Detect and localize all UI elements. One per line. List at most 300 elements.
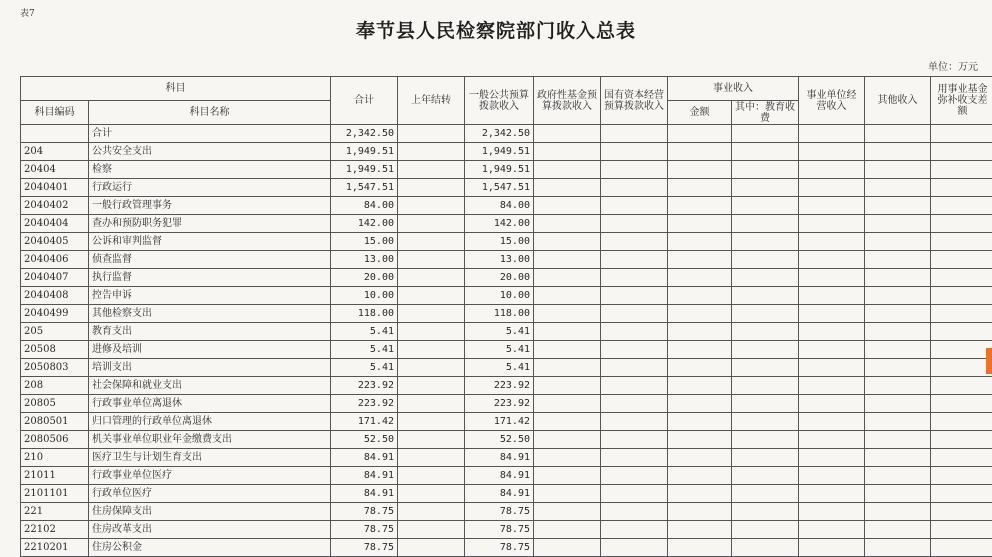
cell-state-owned-budget	[601, 197, 668, 215]
cell-cause-amount	[668, 197, 732, 215]
cell-state-owned-budget	[601, 359, 668, 377]
cell-unit-operating-income	[799, 251, 865, 269]
cell-state-owned-budget	[601, 251, 668, 269]
cell-general-budget: 5.41	[465, 323, 534, 341]
cell-general-budget: 223.92	[465, 395, 534, 413]
cell-other-income	[865, 467, 931, 485]
cell-state-owned-budget	[601, 341, 668, 359]
cell-fund-budget	[534, 467, 601, 485]
cell-fund-balance	[931, 125, 992, 143]
cell-fund-balance	[931, 233, 992, 251]
cell-fund-balance	[931, 359, 992, 377]
table-row	[21, 179, 992, 197]
cell-carryover	[398, 503, 465, 521]
cell-fund-budget	[534, 215, 601, 233]
header-code: 科目编码	[21, 101, 89, 125]
cell-name: 查办和预防职务犯罪	[89, 215, 331, 233]
cell-name: 控告申诉	[89, 287, 331, 305]
cell-general-budget: 1,949.51	[465, 161, 534, 179]
cell-cause-amount	[668, 161, 732, 179]
cell-other-income	[865, 287, 931, 305]
cell-carryover	[398, 539, 465, 557]
cell-other-income	[865, 413, 931, 431]
cell-name: 医疗卫生与计划生育支出	[89, 449, 331, 467]
table-row	[21, 395, 992, 413]
cell-unit-operating-income	[799, 431, 865, 449]
cell-unit-operating-income	[799, 503, 865, 521]
cell-carryover	[398, 251, 465, 269]
cell-fund-balance	[931, 215, 992, 233]
cell-other-income	[865, 341, 931, 359]
cell-state-owned-budget	[601, 467, 668, 485]
cell-unit-operating-income	[799, 341, 865, 359]
table-row	[21, 539, 992, 557]
cell-code: 2040408	[21, 287, 89, 305]
cell-cause-amount	[668, 251, 732, 269]
cell-unit-operating-income	[799, 359, 865, 377]
cell-fund-budget	[534, 287, 601, 305]
cell-general-budget: 20.00	[465, 269, 534, 287]
header-fund-budget: 政府性基金预算拨款收入	[534, 77, 601, 125]
cell-code: 210	[21, 449, 89, 467]
cell-code: 2040406	[21, 251, 89, 269]
cell-code: 20404	[21, 161, 89, 179]
header-fund-balance: 用事业基金弥补收支差额	[931, 77, 992, 125]
cell-code	[21, 125, 89, 143]
cell-total: 171.42	[331, 413, 398, 431]
cell-unit-operating-income	[799, 323, 865, 341]
table-row	[21, 287, 992, 305]
cell-cause-education-fee	[732, 395, 799, 413]
cell-carryover	[398, 215, 465, 233]
cell-cause-amount	[668, 179, 732, 197]
cell-unit-operating-income	[799, 539, 865, 557]
table-row	[21, 233, 992, 251]
cell-total: 84.91	[331, 485, 398, 503]
cell-other-income	[865, 197, 931, 215]
cell-unit-operating-income	[799, 161, 865, 179]
table-row	[21, 413, 992, 431]
cell-unit-operating-income	[799, 413, 865, 431]
cell-unit-operating-income	[799, 179, 865, 197]
table-row	[21, 449, 992, 467]
cell-fund-budget	[534, 503, 601, 521]
header-name: 科目名称	[89, 101, 331, 125]
cell-carryover	[398, 395, 465, 413]
cell-unit-operating-income	[799, 449, 865, 467]
cell-fund-budget	[534, 377, 601, 395]
table-number-label: 表7	[20, 6, 35, 19]
cell-carryover	[398, 485, 465, 503]
cell-cause-amount	[668, 125, 732, 143]
cell-fund-budget	[534, 179, 601, 197]
cell-general-budget: 5.41	[465, 359, 534, 377]
cell-carryover	[398, 143, 465, 161]
cell-fund-budget	[534, 233, 601, 251]
cell-general-budget: 142.00	[465, 215, 534, 233]
cell-name: 公共安全支出	[89, 143, 331, 161]
cell-name: 进修及培训	[89, 341, 331, 359]
cell-cause-education-fee	[732, 305, 799, 323]
cell-state-owned-budget	[601, 503, 668, 521]
cell-cause-education-fee	[732, 251, 799, 269]
cell-carryover	[398, 359, 465, 377]
cell-total: 20.00	[331, 269, 398, 287]
header-other-income: 其他收入	[865, 77, 931, 125]
cell-general-budget: 2,342.50	[465, 125, 534, 143]
cell-fund-budget	[534, 323, 601, 341]
cell-total: 223.92	[331, 377, 398, 395]
cell-cause-education-fee	[732, 233, 799, 251]
cell-total: 2,342.50	[331, 125, 398, 143]
cell-general-budget: 15.00	[465, 233, 534, 251]
cell-fund-balance	[931, 161, 992, 179]
cell-unit-operating-income	[799, 143, 865, 161]
cell-carryover	[398, 449, 465, 467]
cell-code: 2050803	[21, 359, 89, 377]
cell-other-income	[865, 485, 931, 503]
table-row	[21, 521, 992, 539]
cell-code: 2040402	[21, 197, 89, 215]
cell-name: 社会保障和就业支出	[89, 377, 331, 395]
cell-fund-balance	[931, 179, 992, 197]
cell-general-budget: 1,949.51	[465, 143, 534, 161]
cell-cause-amount	[668, 359, 732, 377]
table-row	[21, 485, 992, 503]
cell-general-budget: 118.00	[465, 305, 534, 323]
cell-unit-operating-income	[799, 287, 865, 305]
cell-cause-education-fee	[732, 521, 799, 539]
income-table	[20, 76, 992, 557]
cell-cause-education-fee	[732, 359, 799, 377]
table-row	[21, 503, 992, 521]
cell-unit-operating-income	[799, 467, 865, 485]
cell-general-budget: 10.00	[465, 287, 534, 305]
cell-code: 2040499	[21, 305, 89, 323]
cell-code: 2210201	[21, 539, 89, 557]
cell-general-budget: 84.00	[465, 197, 534, 215]
cell-other-income	[865, 305, 931, 323]
table-row	[21, 341, 992, 359]
cell-unit-operating-income	[799, 125, 865, 143]
cell-cause-amount	[668, 413, 732, 431]
cell-fund-balance	[931, 413, 992, 431]
cell-cause-amount	[668, 323, 732, 341]
header-cause-amount: 金额	[668, 101, 732, 125]
cell-fund-budget	[534, 143, 601, 161]
cell-fund-balance	[931, 395, 992, 413]
cell-name: 行政事业单位医疗	[89, 467, 331, 485]
cell-general-budget: 1,547.51	[465, 179, 534, 197]
cell-code: 2040405	[21, 233, 89, 251]
cell-code: 2040407	[21, 269, 89, 287]
cell-code: 20508	[21, 341, 89, 359]
cell-carryover	[398, 341, 465, 359]
cell-other-income	[865, 521, 931, 539]
cell-fund-balance	[931, 503, 992, 521]
cell-other-income	[865, 125, 931, 143]
cell-total: 10.00	[331, 287, 398, 305]
header-cause-income: 事业收入	[668, 77, 799, 101]
cell-carryover	[398, 197, 465, 215]
cell-carryover	[398, 413, 465, 431]
cell-cause-amount	[668, 215, 732, 233]
cell-state-owned-budget	[601, 521, 668, 539]
cell-cause-education-fee	[732, 431, 799, 449]
page-title: 奉节县人民检察院部门收入总表	[0, 16, 992, 43]
table-row	[21, 143, 992, 161]
header-cause-education-fee: 其中：教育收费	[732, 101, 799, 125]
cell-fund-balance	[931, 467, 992, 485]
cell-carryover	[398, 323, 465, 341]
cell-fund-balance	[931, 521, 992, 539]
header-unit-operating-income: 事业单位经营收入	[799, 77, 865, 125]
header-subject: 科目	[21, 77, 331, 101]
cell-name: 公诉和审判监督	[89, 233, 331, 251]
cell-name: 执行监督	[89, 269, 331, 287]
cell-name: 归口管理的行政单位离退休	[89, 413, 331, 431]
cell-fund-budget	[534, 341, 601, 359]
cell-total: 78.75	[331, 521, 398, 539]
table-row	[21, 467, 992, 485]
cell-name: 机关事业单位职业年金缴费支出	[89, 431, 331, 449]
table-row	[21, 215, 992, 233]
cell-total: 5.41	[331, 323, 398, 341]
cell-cause-amount	[668, 305, 732, 323]
cell-state-owned-budget	[601, 395, 668, 413]
cell-cause-education-fee	[732, 197, 799, 215]
cell-cause-education-fee	[732, 539, 799, 557]
cell-fund-balance	[931, 485, 992, 503]
cell-state-owned-budget	[601, 413, 668, 431]
cell-name: 住房保障支出	[89, 503, 331, 521]
cell-total: 52.50	[331, 431, 398, 449]
cell-cause-education-fee	[732, 323, 799, 341]
cell-fund-budget	[534, 413, 601, 431]
cell-unit-operating-income	[799, 395, 865, 413]
cell-fund-balance	[931, 197, 992, 215]
cell-cause-amount	[668, 467, 732, 485]
cell-name: 教育支出	[89, 323, 331, 341]
table-row	[21, 359, 992, 377]
cell-state-owned-budget	[601, 179, 668, 197]
cell-state-owned-budget	[601, 287, 668, 305]
cell-cause-amount	[668, 539, 732, 557]
table-row	[21, 305, 992, 323]
cell-fund-budget	[534, 395, 601, 413]
cell-cause-education-fee	[732, 485, 799, 503]
cell-cause-amount	[668, 395, 732, 413]
cell-carryover	[398, 377, 465, 395]
cell-total: 142.00	[331, 215, 398, 233]
cell-code: 2040401	[21, 179, 89, 197]
cell-cause-education-fee	[732, 269, 799, 287]
cell-total: 84.91	[331, 449, 398, 467]
table-row	[21, 323, 992, 341]
cell-other-income	[865, 215, 931, 233]
cell-total: 5.41	[331, 341, 398, 359]
table-row	[21, 251, 992, 269]
cell-carryover	[398, 521, 465, 539]
cell-total: 15.00	[331, 233, 398, 251]
cell-cause-amount	[668, 269, 732, 287]
cell-state-owned-budget	[601, 269, 668, 287]
cell-fund-balance	[931, 251, 992, 269]
edge-mark	[986, 348, 992, 374]
cell-cause-education-fee	[732, 161, 799, 179]
cell-total: 13.00	[331, 251, 398, 269]
cell-fund-balance	[931, 431, 992, 449]
cell-cause-amount	[668, 341, 732, 359]
cell-general-budget: 78.75	[465, 503, 534, 521]
cell-code: 205	[21, 323, 89, 341]
cell-other-income	[865, 143, 931, 161]
cell-state-owned-budget	[601, 431, 668, 449]
cell-carryover	[398, 179, 465, 197]
cell-fund-budget	[534, 269, 601, 287]
cell-unit-operating-income	[799, 215, 865, 233]
cell-unit-operating-income	[799, 521, 865, 539]
cell-other-income	[865, 395, 931, 413]
cell-state-owned-budget	[601, 215, 668, 233]
cell-other-income	[865, 233, 931, 251]
cell-code: 204	[21, 143, 89, 161]
header-general-budget: 一般公共预算拨款收入	[465, 77, 534, 125]
cell-cause-amount	[668, 431, 732, 449]
cell-cause-education-fee	[732, 179, 799, 197]
cell-cause-education-fee	[732, 377, 799, 395]
cell-general-budget: 84.91	[465, 449, 534, 467]
cell-fund-budget	[534, 485, 601, 503]
cell-fund-budget	[534, 251, 601, 269]
cell-total: 223.92	[331, 395, 398, 413]
cell-unit-operating-income	[799, 485, 865, 503]
header-carryover: 上年结转	[398, 77, 465, 125]
cell-state-owned-budget	[601, 161, 668, 179]
cell-total: 78.75	[331, 539, 398, 557]
cell-name: 行政单位医疗	[89, 485, 331, 503]
cell-fund-balance	[931, 449, 992, 467]
cell-fund-budget	[534, 161, 601, 179]
cell-code: 2040404	[21, 215, 89, 233]
cell-fund-budget	[534, 521, 601, 539]
cell-other-income	[865, 377, 931, 395]
cell-general-budget: 78.75	[465, 539, 534, 557]
cell-fund-balance	[931, 287, 992, 305]
cell-cause-education-fee	[732, 215, 799, 233]
cell-name: 住房公积金	[89, 539, 331, 557]
cell-code: 2080506	[21, 431, 89, 449]
cell-cause-education-fee	[732, 449, 799, 467]
cell-name: 合计	[89, 125, 331, 143]
cell-other-income	[865, 179, 931, 197]
cell-fund-balance	[931, 341, 992, 359]
cell-general-budget: 13.00	[465, 251, 534, 269]
cell-name: 侦查监督	[89, 251, 331, 269]
cell-total: 84.00	[331, 197, 398, 215]
cell-carryover	[398, 125, 465, 143]
cell-unit-operating-income	[799, 197, 865, 215]
cell-total: 118.00	[331, 305, 398, 323]
cell-cause-education-fee	[732, 287, 799, 305]
cell-unit-operating-income	[799, 377, 865, 395]
cell-general-budget: 84.91	[465, 485, 534, 503]
cell-fund-balance	[931, 143, 992, 161]
cell-code: 2101101	[21, 485, 89, 503]
cell-total: 84.91	[331, 467, 398, 485]
cell-code: 21011	[21, 467, 89, 485]
cell-fund-balance	[931, 539, 992, 557]
cell-general-budget: 171.42	[465, 413, 534, 431]
cell-general-budget: 5.41	[465, 341, 534, 359]
table-row	[21, 197, 992, 215]
cell-carryover	[398, 287, 465, 305]
cell-cause-amount	[668, 503, 732, 521]
cell-state-owned-budget	[601, 485, 668, 503]
cell-code: 2080501	[21, 413, 89, 431]
cell-general-budget: 84.91	[465, 467, 534, 485]
cell-cause-education-fee	[732, 413, 799, 431]
cell-state-owned-budget	[601, 323, 668, 341]
cell-cause-education-fee	[732, 503, 799, 521]
header-state-owned-budget: 国有资本经营预算拨款收入	[601, 77, 668, 125]
cell-cause-amount	[668, 377, 732, 395]
cell-cause-education-fee	[732, 467, 799, 485]
cell-fund-budget	[534, 305, 601, 323]
unit-label: 单位：万元	[928, 58, 978, 73]
cell-fund-budget	[534, 449, 601, 467]
cell-total: 1,949.51	[331, 143, 398, 161]
table-row	[21, 161, 992, 179]
cell-cause-amount	[668, 485, 732, 503]
cell-fund-balance	[931, 323, 992, 341]
table-row	[21, 377, 992, 395]
cell-carryover	[398, 161, 465, 179]
cell-total: 1,547.51	[331, 179, 398, 197]
cell-other-income	[865, 503, 931, 521]
cell-other-income	[865, 269, 931, 287]
cell-carryover	[398, 269, 465, 287]
cell-name: 住房改革支出	[89, 521, 331, 539]
cell-name: 其他检察支出	[89, 305, 331, 323]
cell-carryover	[398, 305, 465, 323]
cell-other-income	[865, 431, 931, 449]
cell-name: 检察	[89, 161, 331, 179]
table-row	[21, 269, 992, 287]
cell-code: 20805	[21, 395, 89, 413]
cell-name: 行政事业单位离退休	[89, 395, 331, 413]
table-row	[21, 431, 992, 449]
cell-code: 208	[21, 377, 89, 395]
cell-state-owned-budget	[601, 449, 668, 467]
cell-fund-balance	[931, 305, 992, 323]
cell-cause-amount	[668, 143, 732, 161]
cell-carryover	[398, 431, 465, 449]
cell-name: 培训支出	[89, 359, 331, 377]
cell-carryover	[398, 233, 465, 251]
cell-cause-amount	[668, 521, 732, 539]
cell-fund-balance	[931, 377, 992, 395]
cell-other-income	[865, 251, 931, 269]
cell-fund-budget	[534, 197, 601, 215]
cell-other-income	[865, 449, 931, 467]
cell-state-owned-budget	[601, 377, 668, 395]
cell-other-income	[865, 161, 931, 179]
cell-unit-operating-income	[799, 269, 865, 287]
cell-state-owned-budget	[601, 143, 668, 161]
cell-state-owned-budget	[601, 305, 668, 323]
cell-cause-education-fee	[732, 125, 799, 143]
